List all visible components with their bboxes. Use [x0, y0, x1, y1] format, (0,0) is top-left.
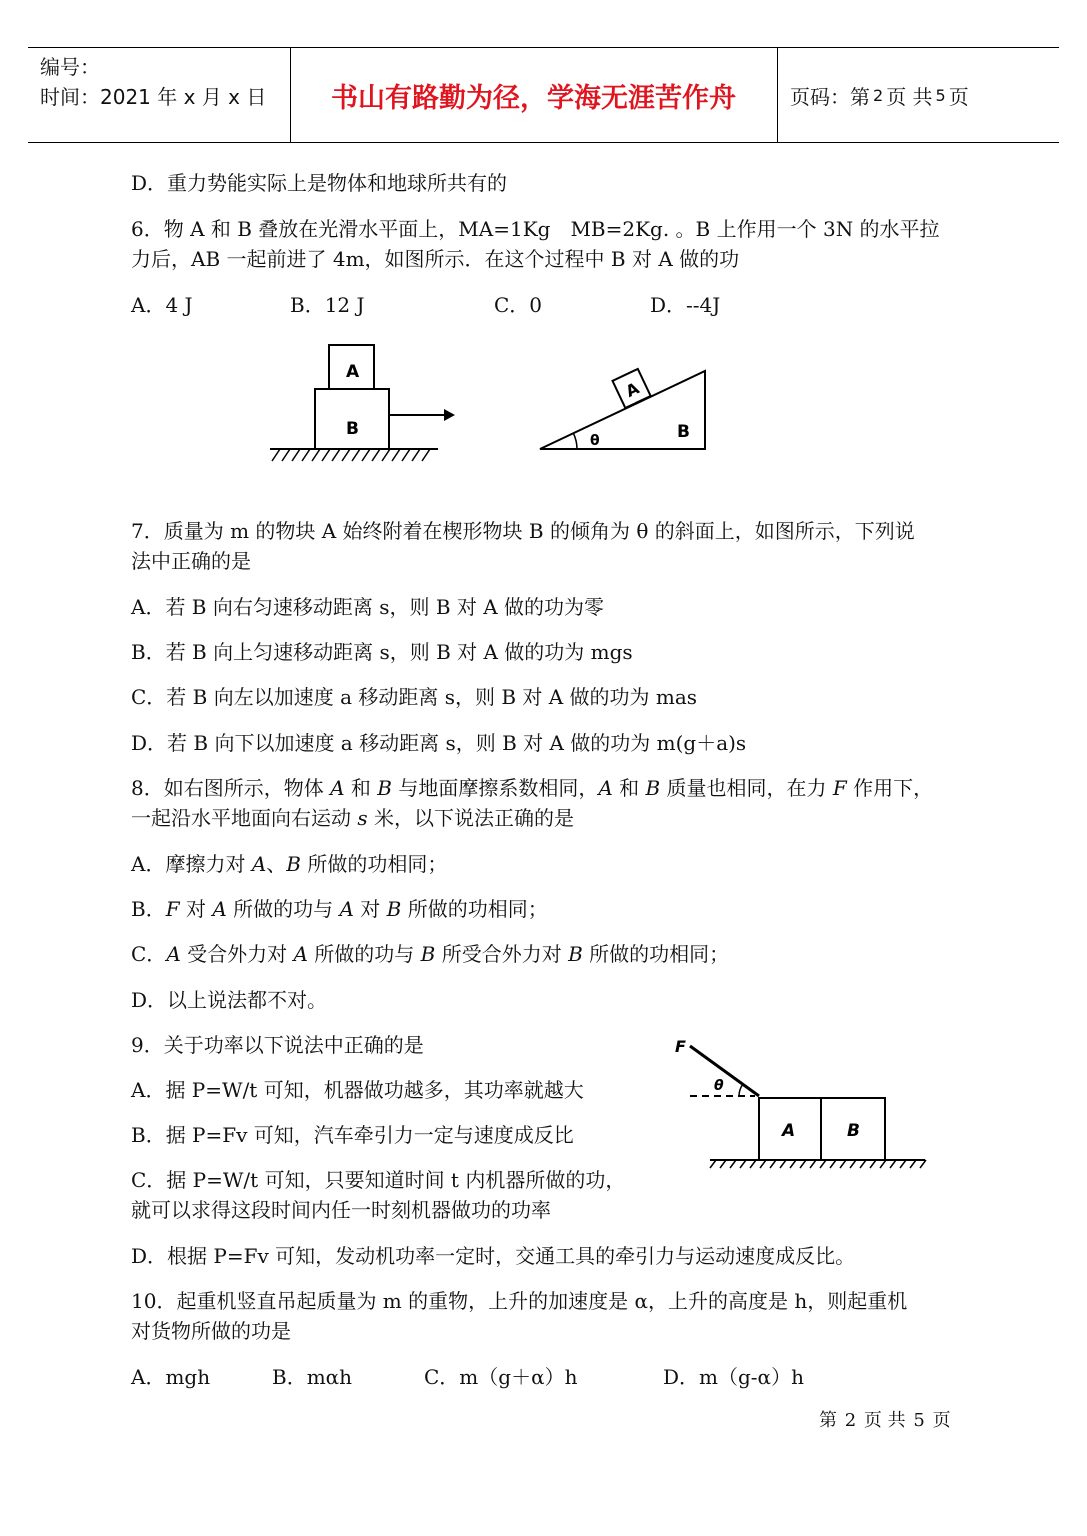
q9-option-d: D．根据 P=Fv 可知，发动机功率一定时，交通工具的牵引力与运动速度成反比。 — [131, 1244, 856, 1268]
header-page-info — [790, 48, 969, 142]
arrowhead — [444, 409, 455, 421]
label-theta: θ — [590, 433, 600, 449]
label-a: A — [346, 362, 360, 382]
page-total: 5 — [935, 85, 946, 105]
page-footer — [818, 1408, 952, 1434]
page-suffix: 页 — [948, 84, 969, 109]
page-mid: 页 共 — [886, 84, 933, 109]
q7-option-c: C．若 B 向左以加速度 a 移动距离 s，则 B 对 A 做的功为 mas — [131, 685, 698, 709]
q8-stem-line2: 一起沿水平地面向右运动 s 米，以下说法正确的是 — [131, 806, 574, 830]
q8-option-b: B．F 对 A 所做的功与 A 对 B 所做的功相同； — [131, 897, 548, 921]
footer-suffix: 页 — [932, 1410, 951, 1431]
wedge-figure — [535, 355, 715, 455]
angle-arc — [574, 434, 578, 450]
q10-option-c: C．m（g＋α）h — [424, 1365, 578, 1389]
page-prefix: 页码：第 — [790, 84, 870, 109]
q6-option-c: C．0 — [494, 293, 543, 317]
label-b: B — [677, 422, 690, 442]
header-motto: 书山有路勤为径，学海无涯苦作舟 — [331, 82, 736, 114]
block-a-on-incline — [613, 369, 651, 408]
footer-page-total: 5 — [913, 1410, 925, 1431]
q7-stem-line2: 法中正确的是 — [131, 549, 251, 573]
q8-stem-line1: 8．如右图所示，物体 A 和 B 与地面摩擦系数相同，A 和 B 质量也相同，在力 F 作用下， — [131, 776, 934, 800]
q10-stem-line2: 对货物所做的功是 — [131, 1319, 291, 1343]
q6-option-b: B．12 J — [290, 293, 365, 317]
header-meta — [40, 52, 266, 112]
ground-hatch — [272, 449, 430, 461]
q7-option-b: B．若 B 向上匀速移动距离 s，则 B 对 A 做的功为 mgs — [131, 640, 633, 664]
footer-prefix: 第 — [819, 1410, 837, 1431]
label-a: A — [622, 378, 643, 401]
q8-option-c: C．A 受合外力对 A 所做的功与 B 所受合外力对 B 所做的功相同； — [131, 942, 730, 966]
footer-mid: 页 共 — [863, 1410, 906, 1431]
number-label: 编号： — [40, 55, 100, 79]
page-number: 2 — [873, 85, 884, 105]
q10-option-b: B．mαh — [272, 1365, 353, 1389]
header-divider — [777, 48, 778, 142]
label-f: F — [675, 1037, 686, 1056]
label-b: B — [346, 419, 359, 439]
q7-option-a: A．若 B 向右匀速移动距离 s，则 B 对 A 做的功为零 — [131, 595, 605, 619]
q9-option-c-line1: C．据 P=W/t 可知，只要知道时间 t 内机器所做的功， — [131, 1168, 626, 1192]
q8-option-d: D．以上说法都不对。 — [131, 988, 328, 1012]
q9-option-b: B．据 P=Fv 可知，汽车牵引力一定与速度成反比 — [131, 1123, 574, 1147]
q6-option-d: D．--4J — [650, 293, 721, 317]
angle-arc — [739, 1084, 743, 1096]
pulled-blocks-figure — [670, 1032, 935, 1172]
q9-option-c-line2: 就可以求得这段时间内任一时刻机器做功的功率 — [131, 1198, 551, 1222]
label-theta: θ — [714, 1078, 724, 1094]
stacked-blocks-figure — [260, 335, 470, 470]
q10-option-d: D．m（g-α）h — [663, 1365, 804, 1389]
q9-stem: 9．关于功率以下说法中正确的是 — [131, 1033, 424, 1057]
force-line — [690, 1046, 759, 1096]
page-header — [28, 47, 1059, 143]
q7-option-d: D．若 B 向下以加速度 a 移动距离 s，则 B 对 A 做的功为 m(g＋a)s — [131, 731, 747, 755]
q10-option-a: A．mgh — [131, 1365, 211, 1389]
label-a: A — [782, 1121, 796, 1141]
date-label: 时间：2021 年 x 月 x 日 — [40, 85, 267, 109]
ground-hatch — [710, 1160, 926, 1168]
q9-option-a: A．据 P=W/t 可知，机器做功越多，其功率就越大 — [131, 1078, 584, 1102]
q10-stem-line1: 10．起重机竖直吊起质量为 m 的重物，上升的加速度是 α，上升的高度是 h，则起重机 — [131, 1289, 908, 1313]
q7-stem-line1: 7．质量为 m 的物块 A 始终附着在楔形物块 B 的倾角为 θ 的斜面上，如图所示，下列说 — [131, 519, 915, 543]
label-b: B — [847, 1121, 860, 1141]
footer-page-number: 2 — [844, 1410, 857, 1431]
q8-option-a: A．摩擦力对 A、B 所做的功相同； — [131, 852, 448, 876]
q5-option-d: D．重力势能实际上是物体和地球所共有的 — [131, 171, 508, 195]
q6-stem-line2: 力后，AB 一起前进了 4m，如图所示．在这个过程中 B 对 A 做的功 — [131, 247, 740, 271]
q6-option-a: A．4 J — [131, 293, 193, 317]
q6-stem-line1: 6．物 A 和 B 叠放在光滑水平面上，MA=1Kg MB=2Kg. 。B 上作用一个 3N 的水平拉 — [131, 217, 940, 241]
